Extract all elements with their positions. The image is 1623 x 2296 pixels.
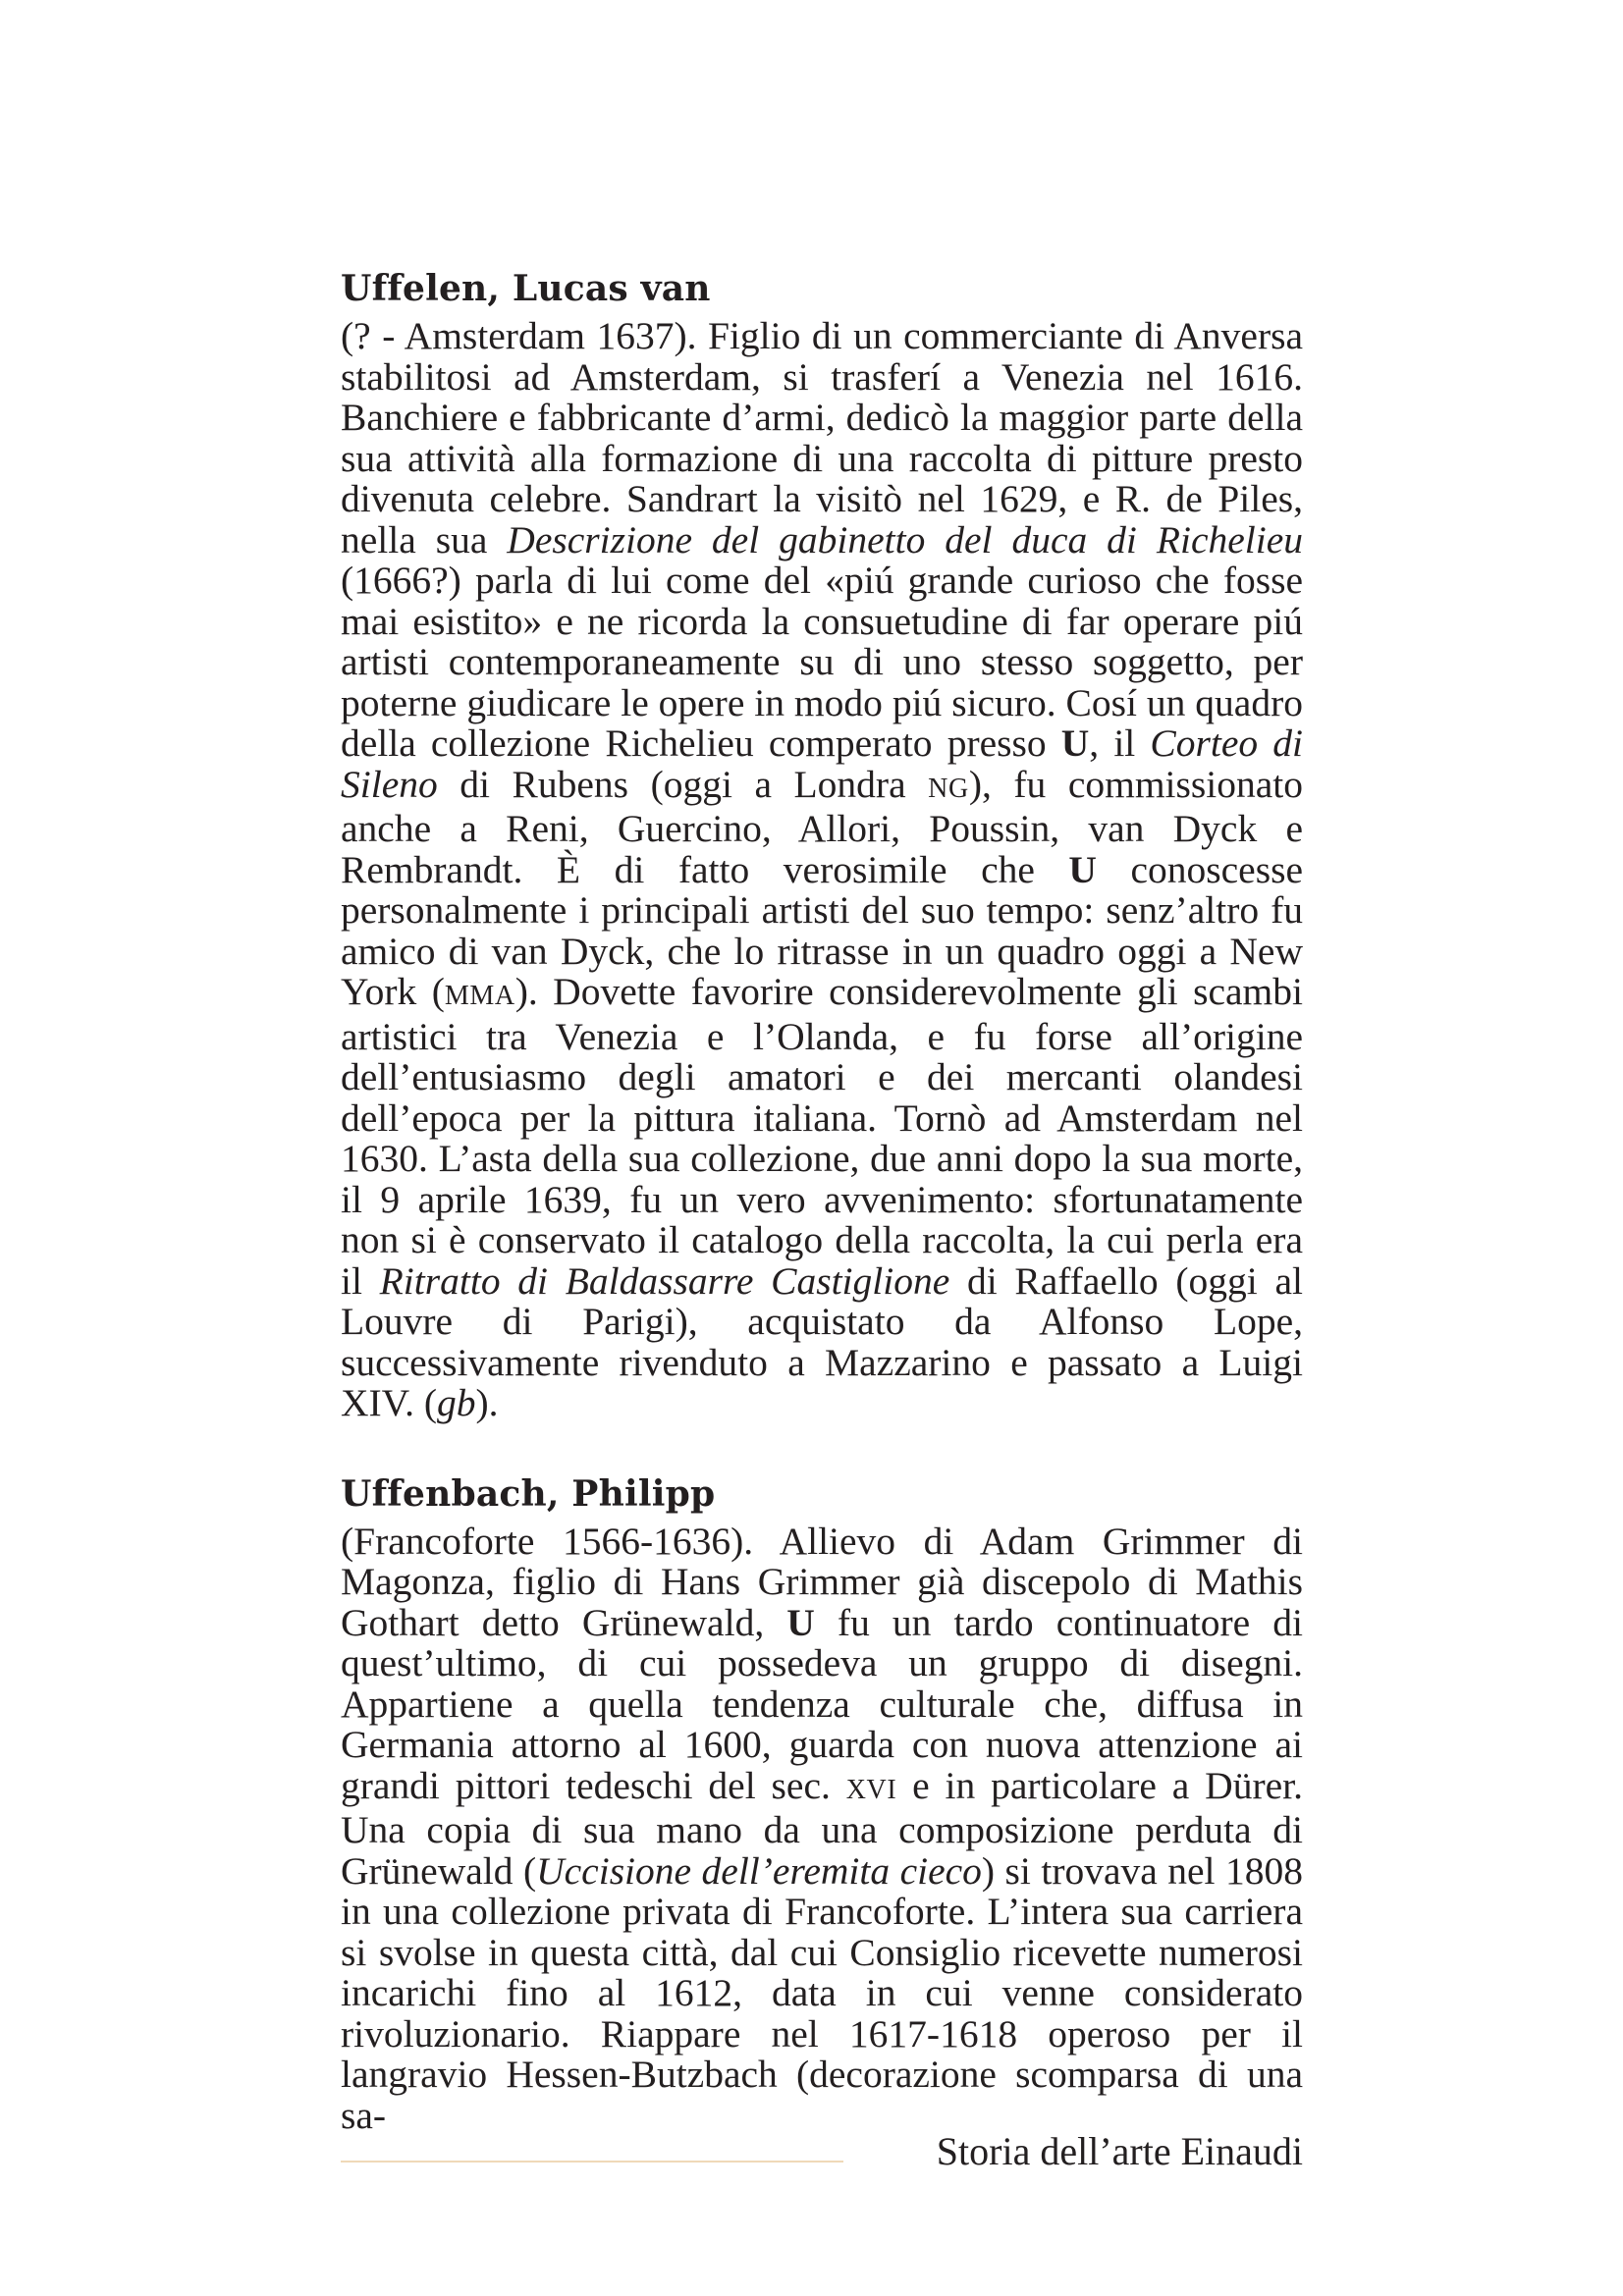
- entry-title: Uffelen, Lucas van: [341, 268, 711, 309]
- artwork-title: Uccisione dell’eremita cieco: [536, 1848, 982, 1893]
- entry-body: [341, 316, 1303, 1424]
- text-run: ), fu commissionato anche a Reni, Guercino, Allori, Poussin, van Dyck e Rembrandt. È di fatto verosimile che: [341, 762, 1303, 891]
- text-run: , il: [1089, 721, 1151, 765]
- author-initials: gb: [437, 1381, 476, 1424]
- text-run: (? - Amsterdam 1637). Figlio di un commerciante di Anversa stabilitosi ad Amsterdam, si trasferí a Venezia nel 1616. Banchiere e fabbricante d’armi, dedicò la maggior parte della sua attività alla formazione di una raccolta di pitture presto divenuta celebre. Sandrart la visitò nel 1629, e R. de Piles, nella sua: [341, 314, 1303, 561]
- subject-abbrev: U: [786, 1600, 815, 1644]
- page-content: [341, 265, 1303, 2182]
- entry-uffenbach: [341, 1470, 1303, 2137]
- text-run: conoscesse personalmente i principali artisti del suo tempo: senz’altro fu amico di van Dyck, che lo ritrasse in un quadro oggi a New York (: [341, 847, 1303, 1013]
- artwork-title: Corteo di Sileno: [341, 721, 1303, 806]
- footer-publication-title: Storia dell’arte Einaudi: [936, 2129, 1303, 2173]
- text-run: di Raffaello (oggi al Louvre di Parigi), acquistato da Alfonso Lope, successivamente rivenduto a Mazzarino e passato a Luigi XIV. (: [341, 1258, 1303, 1424]
- entry-body: [341, 1519, 1304, 2137]
- text-run: (Francoforte 1566-1636). Allievo di Adam Grimmer di Magonza, figlio di Hans Grimmer già discepolo di Mathis Gothart detto Grünewald,: [341, 1519, 1303, 1644]
- text-run: di Rubens (oggi a Londra: [437, 762, 929, 806]
- subject-abbrev: U: [1068, 847, 1097, 891]
- museum-abbrev: NG: [928, 773, 969, 804]
- text-run: e in particolare a Dürer. Una copia di sua mano da una composizione perduta di Grünewald (: [341, 1763, 1303, 1893]
- text-run: fu un tardo continuatore di quest’ultimo, di cui possedeva un gruppo di disegni. Appartiene a quella tendenza culturale che, diffusa in Germania attorno al 1600, guarda con nuova attenzione ai grandi pittori tedeschi del sec.: [341, 1600, 1303, 1807]
- century-numeral: XVI: [845, 1774, 897, 1805]
- entry-title: Uffenbach, Philipp: [341, 1472, 716, 1515]
- subject-abbrev: U: [1060, 721, 1090, 765]
- text-run: ).: [475, 1381, 499, 1424]
- artwork-title: Descrizione del gabinetto del duca di Richelieu: [507, 517, 1303, 561]
- museum-abbrev: MMA: [444, 981, 515, 1011]
- footer-rule: [341, 2161, 843, 2163]
- text-run: ) si trovava nel 1808 in una collezione privata di Francoforte. L’intera sua carriera si svolse in questa città, dal cui Consiglio ricevette numerosi incarichi fino al 1612, data in cui venne considerato rivoluzionario. Riappare nel 1617-1618 operoso per il langravio Hessen-Butzbach (decorazione scomparsa di una sa-: [341, 1848, 1304, 2137]
- entry-uffelen: [341, 265, 1303, 1424]
- text-run: (1666?) parla di lui come del «piú grande curioso che fosse mai esistito» e ne ricorda la consuetudine di far operare piú artisti contemporaneamente su di uno stesso soggetto, per poterne giudicare le opere in modo piú sicuro. Cosí un quadro della collezione Richelieu comperato presso: [341, 559, 1303, 765]
- artwork-title: Ritratto di Baldassarre Castiglione: [379, 1258, 950, 1303]
- text-run: ). Dovette favorire considerevolmente gli scambi artistici tra Venezia e l’Olanda, e fu forse all’origine dell’entusiasmo degli amatori e dei mercanti olandesi dell’epoca per la pittura italiana. Tornò ad Amsterdam nel 1630. L’asta della sua collezione, due anni dopo la sua morte, il 9 aprile 1639, fu un vero avvenimento: sfortunatamente non si è conservato il catalogo della raccolta, la cui perla era il: [341, 970, 1304, 1303]
